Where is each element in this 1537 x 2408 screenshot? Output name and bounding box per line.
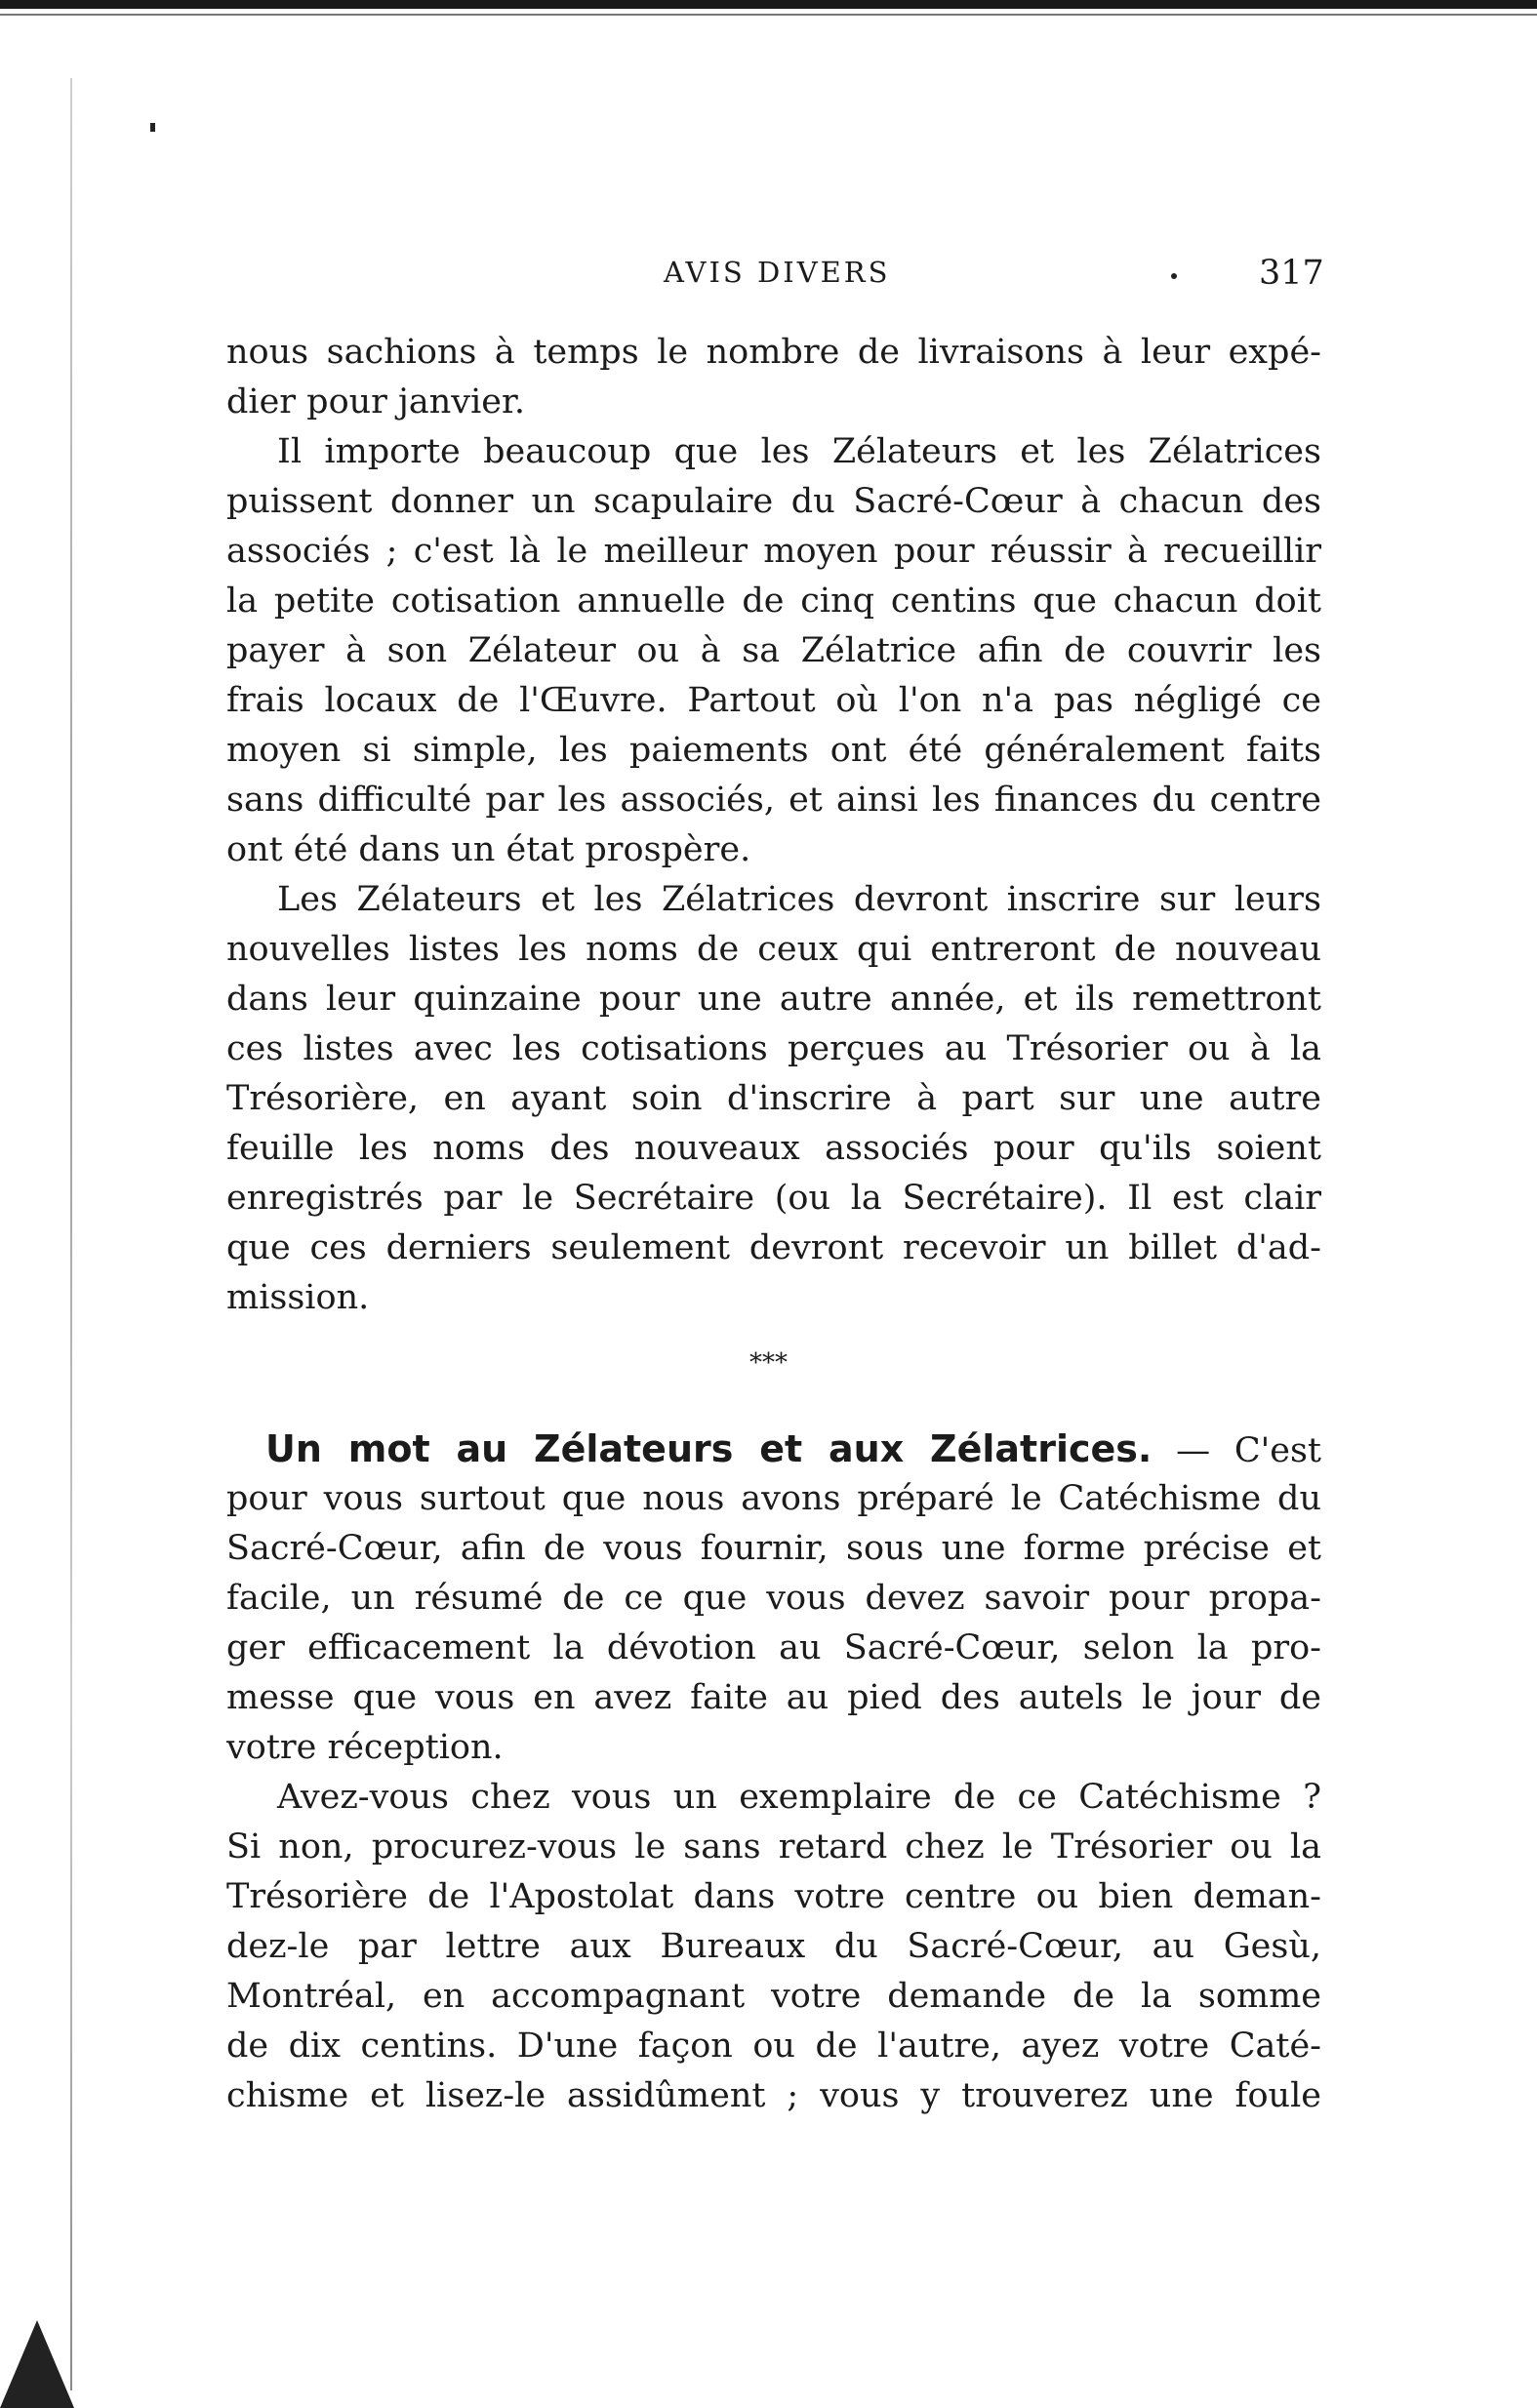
paragraph-block-2	[226, 1425, 1321, 2121]
text-line: Trésorière de l'Apostolat dans votre centre ou bien deman-	[226, 1877, 1321, 1916]
text-line: associés ; c'est là le meilleur moyen pour réussir à recueillir	[226, 532, 1321, 571]
section-heading: Un mot au Zélateurs et aux Zélatrices.	[265, 1427, 1153, 1470]
text-line: frais locaux de l'Œuvre. Partout où l'on n'a pas négligé ce	[226, 681, 1321, 720]
text-line: ger efficacement la dévotion au Sacré-Cœur, selon la pro-	[226, 1628, 1321, 1667]
top-border-rule	[0, 0, 1537, 9]
text-line: sans difficulté par les associés, et ainsi les finances du centre	[226, 781, 1321, 820]
text-line: pour vous surtout que nous avons préparé le Catéchisme du	[226, 1479, 1321, 1518]
text-line: facile, un résumé de ce que vous devez savoir pour propa-	[226, 1579, 1321, 1618]
text-line: dez-le par lettre aux Bureaux du Sacré-Cœur, au Gesù,	[226, 1927, 1321, 1966]
text-line: Trésorière, en ayant soin d'inscrire à part sur une autre	[226, 1079, 1321, 1118]
paragraph-block-1	[226, 328, 1321, 1323]
text-line: messe que vous en avez faite au pied des autels le jour de	[226, 1678, 1321, 1717]
binding-corner-mark	[0, 2320, 74, 2408]
text-line: ces listes avec les cotisations perçues au Trésorier ou à la	[226, 1029, 1321, 1068]
text-line: dans leur quinzaine pour une autre année, et ils remettront	[226, 980, 1321, 1019]
heading-dash: —	[1176, 1431, 1211, 1470]
top-border-thin-rule	[0, 14, 1537, 16]
heading-lead-word: C'est	[1234, 1431, 1321, 1470]
text-line: feuille les noms des nouveaux associés pour qu'ils soient	[226, 1129, 1321, 1168]
running-head	[0, 256, 1537, 295]
text-line: nous sachions à temps le nombre de livraisons à leur expé-	[226, 333, 1321, 372]
text-line: que ces derniers seulement devront recevoir un billet d'ad-	[226, 1228, 1321, 1267]
text-line: nouvelles listes les noms de ceux qui entreront de nouveau	[226, 930, 1321, 969]
page-number: 317	[1259, 254, 1324, 293]
text-line: Montréal, en accompagnant votre demande de la somme	[226, 1977, 1321, 2016]
text-line: moyen si simple, les paiements ont été généralement faits	[226, 731, 1321, 770]
text-line: mission.	[226, 1278, 370, 1317]
page-edge-shadow	[70, 78, 72, 2390]
text-line: Avez-vous chez vous un exemplaire de ce Catéchisme ?	[277, 1778, 1321, 1817]
text-line: Il importe beaucoup que les Zélateurs et les Zélatrices	[277, 432, 1321, 471]
text-line: de dix centins. D'une façon ou de l'autre, ayez votre Caté-	[226, 2027, 1321, 2066]
text-line: chisme et lisez-le assidûment ; vous y trouverez une foule	[226, 2076, 1321, 2115]
running-head-dot	[1171, 273, 1177, 279]
text-line: la petite cotisation annuelle de cinq centins que chacun doit	[226, 582, 1321, 621]
section-heading-line	[226, 1425, 1321, 1474]
text-line: ont été dans un état prospère.	[226, 830, 751, 869]
text-line: Sacré-Cœur, afin de vous fournir, sous une forme précise et	[226, 1529, 1321, 1568]
text-line: enregistrés par le Secrétaire (ou la Secrétaire). Il est clair	[226, 1179, 1321, 1218]
text-line: votre réception.	[226, 1728, 504, 1767]
running-title: AVIS DIVERS	[664, 256, 891, 289]
text-line: dier pour janvier.	[226, 382, 525, 421]
text-line: payer à son Zélateur ou à sa Zélatrice afin de couvrir les	[226, 631, 1321, 670]
text-line: Si non, procurez-vous le sans retard chez le Trésorier ou la	[226, 1827, 1321, 1866]
asterism-separator: ***	[749, 1348, 788, 1378]
print-speck	[150, 123, 155, 132]
text-line: puissent donner un scapulaire du Sacré-Cœur à chacun des	[226, 482, 1321, 521]
text-line: Les Zélateurs et les Zélatrices devront inscrire sur leurs	[277, 880, 1321, 919]
